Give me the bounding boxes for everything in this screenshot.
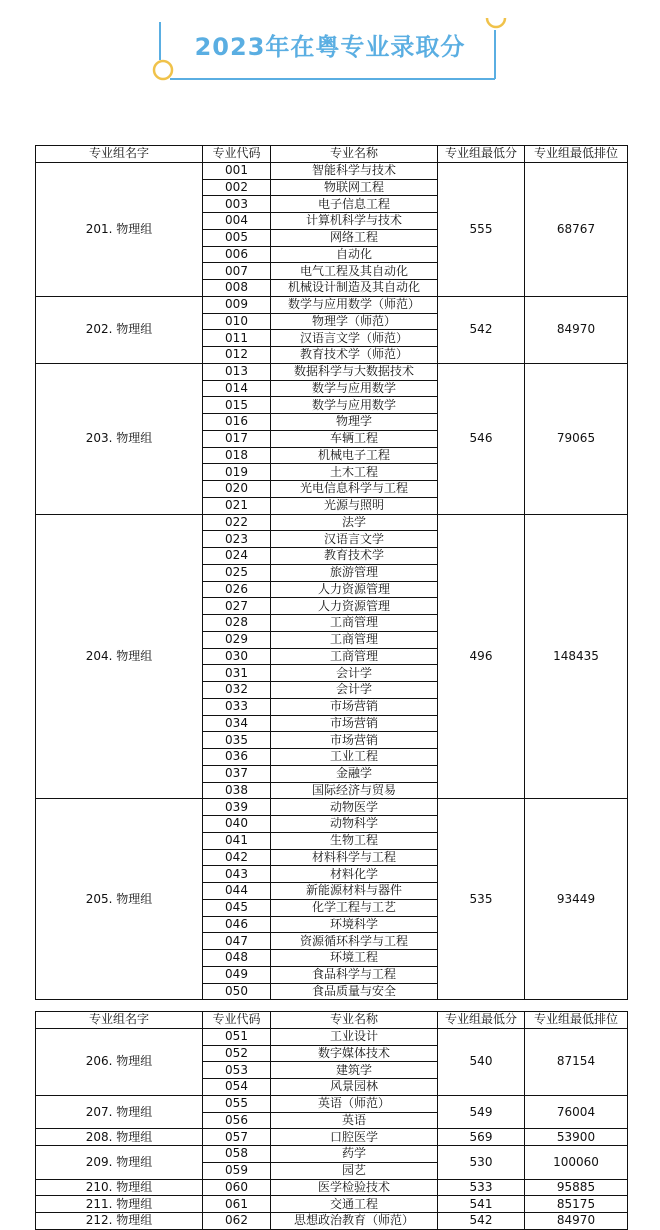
group-name-cell: 209. 物理组 xyxy=(36,1146,203,1180)
min-score-cell: 535 xyxy=(438,799,525,1000)
header-group-name: 专业组名字 xyxy=(36,146,203,163)
major-name-cell: 环境科学 xyxy=(271,916,438,933)
major-code-cell: 013 xyxy=(203,363,271,380)
score-table-1 xyxy=(35,145,628,1000)
major-name-cell: 食品科学与工程 xyxy=(271,966,438,983)
table-header-row xyxy=(36,1012,628,1029)
major-code-cell: 034 xyxy=(203,715,271,732)
major-name-cell: 工商管理 xyxy=(271,615,438,632)
major-code-cell: 031 xyxy=(203,665,271,682)
table-row xyxy=(36,1179,628,1196)
major-name-cell: 工业工程 xyxy=(271,749,438,766)
major-name-cell: 工业设计 xyxy=(271,1028,438,1045)
major-name-cell: 教育技术学（师范） xyxy=(271,347,438,364)
major-code-cell: 023 xyxy=(203,531,271,548)
title-banner xyxy=(0,0,660,90)
major-name-cell: 教育技术学 xyxy=(271,548,438,565)
major-name-cell: 机械设计制造及其自动化 xyxy=(271,280,438,297)
header-major-code: 专业代码 xyxy=(203,146,271,163)
major-code-cell: 017 xyxy=(203,430,271,447)
major-name-cell: 数学与应用数学 xyxy=(271,380,438,397)
major-code-cell: 033 xyxy=(203,698,271,715)
major-code-cell: 030 xyxy=(203,648,271,665)
min-rank-cell: 84970 xyxy=(525,1213,628,1230)
major-code-cell: 047 xyxy=(203,933,271,950)
major-code-cell: 009 xyxy=(203,296,271,313)
major-code-cell: 039 xyxy=(203,799,271,816)
major-code-cell: 018 xyxy=(203,447,271,464)
major-code-cell: 055 xyxy=(203,1095,271,1112)
min-score-cell: 569 xyxy=(438,1129,525,1146)
major-code-cell: 025 xyxy=(203,564,271,581)
header-major-name: 专业名称 xyxy=(271,1012,438,1029)
header-min-score: 专业组最低分 xyxy=(438,1012,525,1029)
major-name-cell: 市场营销 xyxy=(271,698,438,715)
major-name-cell: 物理学 xyxy=(271,414,438,431)
major-code-cell: 049 xyxy=(203,966,271,983)
major-name-cell: 车辆工程 xyxy=(271,430,438,447)
major-name-cell: 交通工程 xyxy=(271,1196,438,1213)
major-name-cell: 英语（师范） xyxy=(271,1095,438,1112)
min-score-cell: 540 xyxy=(438,1028,525,1095)
header-major-name: 专业名称 xyxy=(271,146,438,163)
major-name-cell: 英语 xyxy=(271,1112,438,1129)
major-code-cell: 042 xyxy=(203,849,271,866)
major-name-cell: 汉语言文学 xyxy=(271,531,438,548)
major-name-cell: 光源与照明 xyxy=(271,497,438,514)
group-name-cell: 211. 物理组 xyxy=(36,1196,203,1213)
major-code-cell: 035 xyxy=(203,732,271,749)
header-min-rank: 专业组最低排位 xyxy=(525,1012,628,1029)
major-code-cell: 052 xyxy=(203,1045,271,1062)
major-name-cell: 人力资源管理 xyxy=(271,581,438,598)
major-code-cell: 041 xyxy=(203,832,271,849)
major-code-cell: 001 xyxy=(203,162,271,179)
major-code-cell: 060 xyxy=(203,1179,271,1196)
major-name-cell: 药学 xyxy=(271,1146,438,1163)
major-code-cell: 053 xyxy=(203,1062,271,1079)
min-rank-cell: 84970 xyxy=(525,296,628,363)
min-rank-cell: 85175 xyxy=(525,1196,628,1213)
min-score-cell: 546 xyxy=(438,363,525,514)
major-name-cell: 自动化 xyxy=(271,246,438,263)
table-row xyxy=(36,514,628,531)
group-name-cell: 203. 物理组 xyxy=(36,363,203,514)
major-code-cell: 020 xyxy=(203,481,271,498)
major-name-cell: 化学工程与工艺 xyxy=(271,899,438,916)
major-name-cell: 资源循环科学与工程 xyxy=(271,933,438,950)
major-code-cell: 054 xyxy=(203,1079,271,1096)
major-name-cell: 建筑学 xyxy=(271,1062,438,1079)
major-name-cell: 会计学 xyxy=(271,682,438,699)
major-code-cell: 008 xyxy=(203,280,271,297)
major-code-cell: 032 xyxy=(203,682,271,699)
major-name-cell: 计算机科学与技术 xyxy=(271,213,438,230)
major-name-cell: 动物医学 xyxy=(271,799,438,816)
major-code-cell: 012 xyxy=(203,347,271,364)
major-name-cell: 医学检验技术 xyxy=(271,1179,438,1196)
major-code-cell: 007 xyxy=(203,263,271,280)
major-code-cell: 027 xyxy=(203,598,271,615)
major-code-cell: 005 xyxy=(203,229,271,246)
major-name-cell: 物理学（师范） xyxy=(271,313,438,330)
major-code-cell: 028 xyxy=(203,615,271,632)
major-code-cell: 029 xyxy=(203,631,271,648)
table-body xyxy=(36,1028,628,1229)
page-title: 2023年在粤专业录取分 xyxy=(194,33,466,61)
major-name-cell: 数学与应用数学（师范） xyxy=(271,296,438,313)
major-code-cell: 004 xyxy=(203,213,271,230)
major-name-cell: 机械电子工程 xyxy=(271,447,438,464)
major-name-cell: 会计学 xyxy=(271,665,438,682)
major-code-cell: 024 xyxy=(203,548,271,565)
major-name-cell: 数学与应用数学 xyxy=(271,397,438,414)
major-name-cell: 动物科学 xyxy=(271,816,438,833)
major-code-cell: 011 xyxy=(203,330,271,347)
major-code-cell: 045 xyxy=(203,899,271,916)
major-name-cell: 汉语言文学（师范） xyxy=(271,330,438,347)
group-name-cell: 207. 物理组 xyxy=(36,1095,203,1129)
min-rank-cell: 76004 xyxy=(525,1095,628,1129)
major-name-cell: 电子信息工程 xyxy=(271,196,438,213)
major-name-cell: 材料科学与工程 xyxy=(271,849,438,866)
major-code-cell: 037 xyxy=(203,765,271,782)
major-name-cell: 光电信息科学与工程 xyxy=(271,481,438,498)
min-score-cell: 542 xyxy=(438,296,525,363)
score-table-2 xyxy=(35,1011,628,1230)
major-name-cell: 园艺 xyxy=(271,1162,438,1179)
major-name-cell: 工商管理 xyxy=(271,648,438,665)
major-code-cell: 056 xyxy=(203,1112,271,1129)
table-row xyxy=(36,1028,628,1045)
header-min-score: 专业组最低分 xyxy=(438,146,525,163)
major-code-cell: 048 xyxy=(203,950,271,967)
major-name-cell: 材料化学 xyxy=(271,866,438,883)
major-name-cell: 生物工程 xyxy=(271,832,438,849)
major-code-cell: 036 xyxy=(203,749,271,766)
major-code-cell: 051 xyxy=(203,1028,271,1045)
group-name-cell: 201. 物理组 xyxy=(36,162,203,296)
major-name-cell: 环境工程 xyxy=(271,950,438,967)
min-score-cell: 530 xyxy=(438,1146,525,1180)
header-major-code: 专业代码 xyxy=(203,1012,271,1029)
major-code-cell: 061 xyxy=(203,1196,271,1213)
table-header-row xyxy=(36,146,628,163)
major-name-cell: 物联网工程 xyxy=(271,179,438,196)
table-row xyxy=(36,1196,628,1213)
group-name-cell: 208. 物理组 xyxy=(36,1129,203,1146)
table-row xyxy=(36,1129,628,1146)
table-row xyxy=(36,1146,628,1163)
major-code-cell: 022 xyxy=(203,514,271,531)
major-name-cell: 风景园林 xyxy=(271,1079,438,1096)
major-name-cell: 工商管理 xyxy=(271,631,438,648)
major-code-cell: 057 xyxy=(203,1129,271,1146)
major-name-cell: 市场营销 xyxy=(271,715,438,732)
major-name-cell: 新能源材料与器件 xyxy=(271,883,438,900)
major-name-cell: 法学 xyxy=(271,514,438,531)
major-code-cell: 040 xyxy=(203,816,271,833)
table-row xyxy=(36,1095,628,1112)
major-code-cell: 014 xyxy=(203,380,271,397)
table-row xyxy=(36,296,628,313)
major-name-cell: 数据科学与大数据技术 xyxy=(271,363,438,380)
major-code-cell: 046 xyxy=(203,916,271,933)
major-name-cell: 口腔医学 xyxy=(271,1129,438,1146)
major-name-cell: 土木工程 xyxy=(271,464,438,481)
group-name-cell: 205. 物理组 xyxy=(36,799,203,1000)
group-name-cell: 202. 物理组 xyxy=(36,296,203,363)
major-code-cell: 010 xyxy=(203,313,271,330)
min-rank-cell: 148435 xyxy=(525,514,628,799)
min-rank-cell: 93449 xyxy=(525,799,628,1000)
major-code-cell: 019 xyxy=(203,464,271,481)
major-code-cell: 050 xyxy=(203,983,271,1000)
major-name-cell: 网络工程 xyxy=(271,229,438,246)
major-code-cell: 026 xyxy=(203,581,271,598)
major-name-cell: 智能科学与技术 xyxy=(271,162,438,179)
min-rank-cell: 79065 xyxy=(525,363,628,514)
major-name-cell: 国际经济与贸易 xyxy=(271,782,438,799)
min-rank-cell: 53900 xyxy=(525,1129,628,1146)
table-row xyxy=(36,363,628,380)
major-code-cell: 016 xyxy=(203,414,271,431)
major-code-cell: 015 xyxy=(203,397,271,414)
major-code-cell: 038 xyxy=(203,782,271,799)
major-code-cell: 002 xyxy=(203,179,271,196)
min-score-cell: 555 xyxy=(438,162,525,296)
header-min-rank: 专业组最低排位 xyxy=(525,146,628,163)
major-code-cell: 043 xyxy=(203,866,271,883)
major-name-cell: 市场营销 xyxy=(271,732,438,749)
min-rank-cell: 95885 xyxy=(525,1179,628,1196)
major-code-cell: 003 xyxy=(203,196,271,213)
group-name-cell: 206. 物理组 xyxy=(36,1028,203,1095)
major-code-cell: 058 xyxy=(203,1146,271,1163)
header-group-name: 专业组名字 xyxy=(36,1012,203,1029)
min-score-cell: 541 xyxy=(438,1196,525,1213)
group-name-cell: 212. 物理组 xyxy=(36,1213,203,1230)
major-name-cell: 金融学 xyxy=(271,765,438,782)
table-row xyxy=(36,799,628,816)
major-name-cell: 食品质量与安全 xyxy=(271,983,438,1000)
min-rank-cell: 87154 xyxy=(525,1028,628,1095)
table-row xyxy=(36,162,628,179)
major-name-cell: 数字媒体技术 xyxy=(271,1045,438,1062)
group-name-cell: 210. 物理组 xyxy=(36,1179,203,1196)
major-name-cell: 电气工程及其自动化 xyxy=(271,263,438,280)
major-code-cell: 044 xyxy=(203,883,271,900)
major-name-cell: 思想政治教育（师范） xyxy=(271,1213,438,1230)
major-code-cell: 006 xyxy=(203,246,271,263)
major-code-cell: 021 xyxy=(203,497,271,514)
min-score-cell: 496 xyxy=(438,514,525,799)
major-code-cell: 062 xyxy=(203,1213,271,1230)
min-score-cell: 542 xyxy=(438,1213,525,1230)
major-code-cell: 059 xyxy=(203,1162,271,1179)
major-name-cell: 人力资源管理 xyxy=(271,598,438,615)
min-rank-cell: 100060 xyxy=(525,1146,628,1180)
min-rank-cell: 68767 xyxy=(525,162,628,296)
major-name-cell: 旅游管理 xyxy=(271,564,438,581)
group-name-cell: 204. 物理组 xyxy=(36,514,203,799)
table-body xyxy=(36,162,628,1000)
min-score-cell: 533 xyxy=(438,1179,525,1196)
min-score-cell: 549 xyxy=(438,1095,525,1129)
